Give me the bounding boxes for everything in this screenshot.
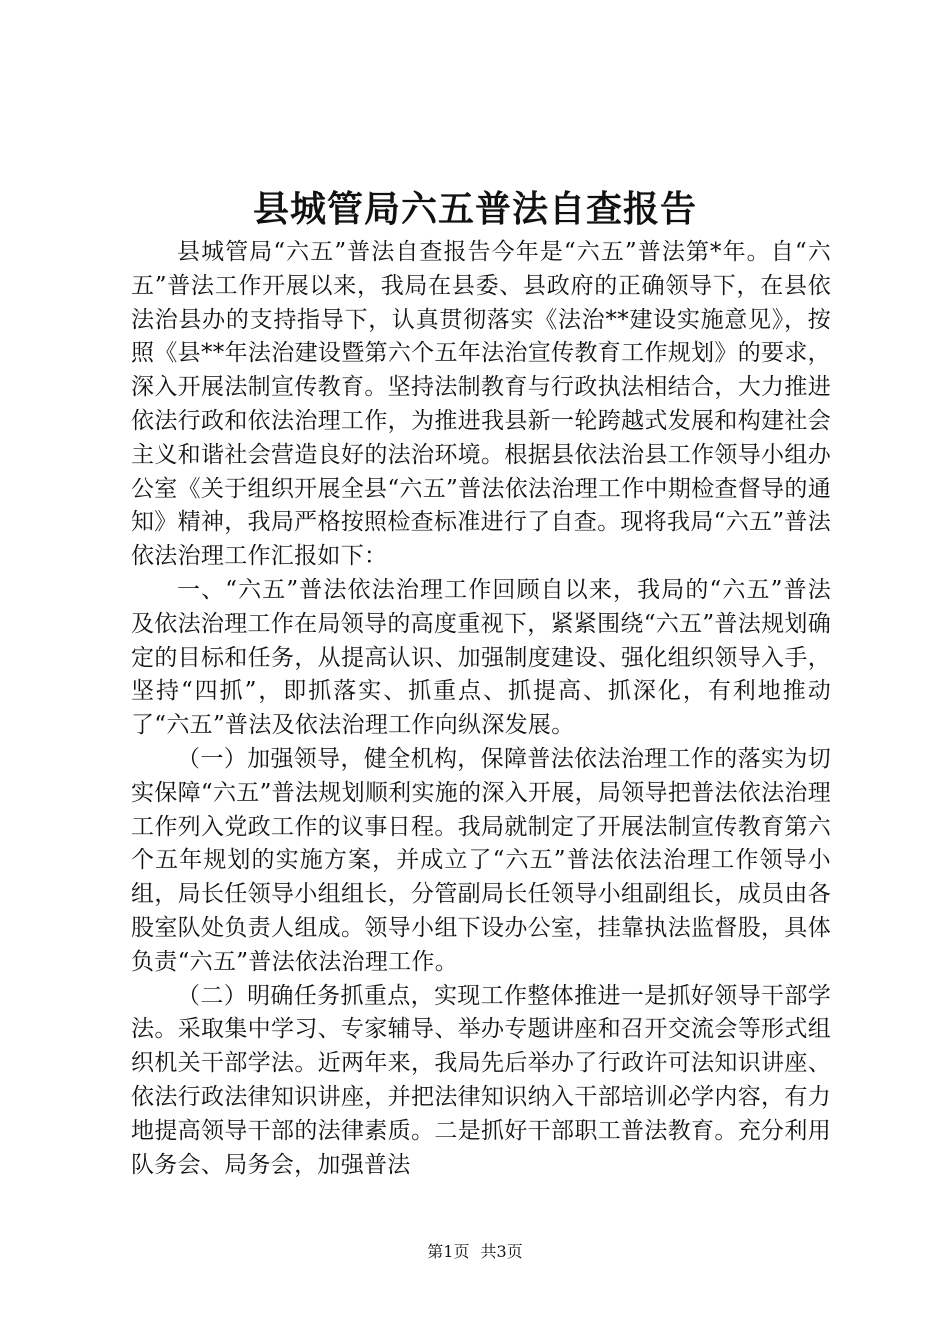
paragraph-intro: 县城管局“六五”普法自查报告今年是“六五”普法第*年。自“六五”普法工作开展以来，我局在县委、县政府的正确领导下，在县依法治县办的支持指导下，认真贯彻落实《法治**建设实施意见》，按照《县**年法治建设暨第六个五年法治宣传教育工作规划》的要求，深入开展法制宣传教育。坚持法制教育与行政执法相结合，大力推进依法行政和依法治理工作，为推进我县新一轮跨越式发展和构建社会主义和谐社会营造良好的法治环境。根据县依法治县工作领导小组办公室《关于组织开展全县“六五”普法依法治理工作中期检查督导的通知》精神，我局严格按照检查标准进行了自查。现将我局“六五”普法依法治理工作汇报如下： <box>131 239 831 570</box>
paragraph-subsection-2: （二）明确任务抓重点，实现工作整体推进一是抓好领导干部学法。采取集中学习、专家辅导、举办专题讲座和召开交流会等形式组织机关干部学法。近两年来，我局先后举办了行政许可法知识讲座、依法行政法律知识讲座，并把法律知识纳入干部培训必学内容，有力地提高领导干部的法律素质。二是抓好干部职工普法教育。充分利用队务会、局务会，加强普法 <box>131 982 831 1178</box>
paragraph-subsection-1: （一）加强领导，健全机构，保障普法依法治理工作的落实为切实保障“六五”普法规划顺利实施的深入开展，局领导把普法依法治理工作列入党政工作的议事日程。我局就制定了开展法制宣传教育第六个五年规划的实施方案，并成立了“六五”普法依法治理工作领导小组，局长任领导小组组长，分管副局长任领导小组副组长，成员由各股室队处负责人组成。领导小组下设办公室，挂靠执法监督股，具体负责“六五”普法依法治理工作。 <box>131 745 831 975</box>
paragraph-section-1: 一、“六五”普法依法治理工作回顾自以来，我局的“六五”普法及依法治理工作在局领导的高度重视下，紧紧围绕“六五”普法规划确定的目标和任务，从提高认识、加强制度建设、强化组织领导入手，坚持“四抓”，即抓落实、抓重点、抓提高、抓深化，有利地推动了“六五”普法及依法治理工作向纵深发展。 <box>131 576 831 739</box>
document-body <box>131 236 831 1182</box>
page-number-total: 共3页 <box>480 1242 523 1261</box>
document-title: 县城管局六五普法自查报告 <box>252 188 697 230</box>
page-number-current: 第1页 <box>427 1242 470 1261</box>
page-footer <box>0 1240 950 1264</box>
